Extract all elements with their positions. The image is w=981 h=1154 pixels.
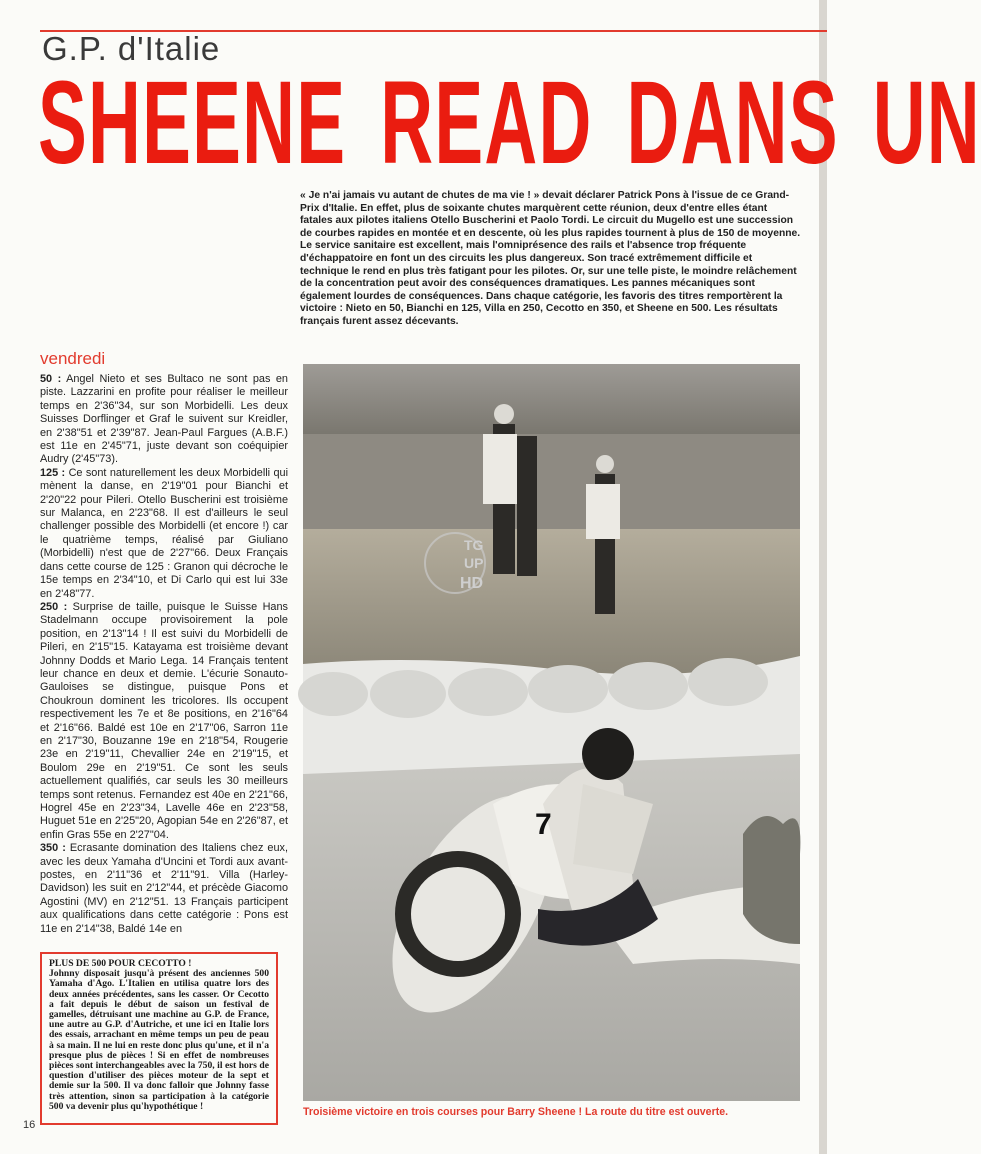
watermark-logo (420, 528, 490, 598)
paragraph-250 (40, 601, 288, 842)
watermark-line1: TG (464, 537, 484, 553)
section-title: vendredi (40, 349, 106, 368)
paragraph-label: 125 : (40, 466, 66, 479)
watermark-line3: HD (460, 575, 484, 592)
paragraph-50 (40, 373, 288, 467)
sidebar-box (40, 952, 278, 1125)
photo-caption: Troisième victoire en trois courses pour Barry Sheene ! La route du titre est ouverte. (303, 1106, 729, 1118)
sidebar-box-title: PLUS DE 500 POUR CECOTTO ! (49, 958, 192, 969)
paragraph-text: Angel Nieto et ses Bultaco ne sont pas en piste. Lazzarini en profite pour réaliser le meilleur temps en 2'36"34, sur son Morbidelli. Les deux Suisses Dorflinger et Graf le suivent sur Kreidler, en 2'38"51 et 2'39"87. Jean-Paul Fargues (A.B.F.) est 11e en 2'45"71, juste devant son coéquipier Audry (2'45"73). (40, 373, 288, 466)
paragraph-text: Surprise de taille, puisque le Suisse Hans Stadelmann occupe provisoirement la pole position, en 2'13"14 ! Il est suivi du Morbidelli de Pileri, en 2'15"15. Katayama est troisième devant Johnny Dodds et Mario Lega. 14 Français tentent leur chance en deux et demie. L'écurie Sonauto-Gauloises se distingue, puisque Pons et Choukroun dominent les tricolores. Ils occupent respectivement les 7e et 8e positions, en 2'16"64 et 2'16"66. Baldé est 10e en 2'17"06, Sarron 11e en 2'17"30, Bouzanne 19e en 2'18"54, Rougerie 23e en 2'19"11, Chevallier 24e en 2'19"15, et Boulom 29e en 2'19"51. Ce sont les seuls actuellement qualifiés, car seuls les 30 meilleurs temps sont retenus. Fernandez est 40e en 2'21"66, Hogrel 45e en 2'23"34, Lavelle 46e en 2'23"58, Huguet 51e en 2'25"20, Agopian 54e en 2'26"87, et enfin Gras 55e en 2'27"04. (40, 600, 288, 841)
kicker: G.P. d'Italie (42, 30, 221, 67)
paragraph-text: Ce sont naturellement les deux Morbidelli qui mènent la danse, en 2'19"01 pour Bianchi et 2'20"22 pour Pileri. Otello Buscherini est troisième sur Malanca, en 2'23"68. Il est d'ailleurs le seul challenger possible des Morbidelli (et encore !) car le quatrième temps, réalisé par Giuliano (Morbidelli) n'est que de 2'27"66. Deux Français dans cette course de 125 : Granon qui décroche le 15e temps en 2'34"10, et Di Carlo qui est lui 33e en 2'48"77. (40, 466, 288, 600)
paragraph-text: Ecrasante domination des Italiens chez eux, avec les deux Yamaha d'Uncini et Tordi aux avant-postes, en 2'11"36 et 2'11"91. Villa (Harley-Davidson) les suit en 2'12"44, et précède Giacomo Agostini (MV) en 2'12"51. 13 Français participent aux qualifications dans cette catégorie : Pons est 11e en 2'14"38, Baldé 14e en (40, 842, 289, 935)
paragraph-label: 350 : (40, 842, 66, 855)
sidebar-box-body: Johnny disposait jusqu'à présent des anciennes 500 Yamaha d'Ago. L'Italien en utilisa quatre lors des deux années précédentes, sans les casser. Or Cecotto a fait depuis le début de saison un festival de gamelles, détruisant une machine au G.P. de France, une autre au G.P. d'Autriche, et une ici en Italie lors des essais, arrachant en même temps un peu de peau à sa main. Il ne lui en reste donc plus qu'une, et il n'a presque plus de pièces ! Si en effet de nombreuses pièces sont interchangeables avec la 750, il est hors de question d'utiliser des pièces moteur de la sept et demie sur la 500. Il va donc falloir que Johnny fasse très attention, sinon sa participation à la catégorie 500 va devenir plus qu'hypothétique ! (49, 968, 269, 1112)
photo-illustration (303, 364, 800, 1101)
intro-paragraph: « Je n'ai jamais vu autant de chutes de ma vie ! » devait déclarer Patrick Pons à l'issue de ce Grand-Prix d'Italie. En effet, plus de soixante chutes marquèrent cette réunion, deux d'entre elles étant fatales aux pilotes italiens Otello Buscherini et Paolo Tordi. Le circuit du Mugello est une succession de courbes rapides en montée et en descente, où les plus rapides tournent à plus de 150 de moyenne. Le service sanitaire est excellent, mais l'omniprésence des rails et l'absence trop fréquente d'échappatoire en font un des circuits les plus dangereux. Son tracé extrêmement difficile et technique le rend en plus très fatigant pour les pilotes. Or, sur une telle piste, le moindre relâchement de la concentration peut avoir des conséquences dramatiques. Les pannes mécaniques sont également lourdes de conséquences. Dans chaque catégorie, les favoris des titres remportèrent la victoire : Nieto en 50, Bianchi en 125, Villa en 250, Cecotto en 350, et Sheene en 500. Les résultats français furent assez décevants. (300, 190, 801, 327)
body-column (40, 373, 288, 936)
rider-number: 7 (535, 808, 552, 841)
paragraph-label: 250 : (40, 600, 68, 613)
paragraph-label: 50 : (40, 373, 62, 385)
paragraph-125 (40, 467, 288, 601)
headline-text: SHEENE READ DANS UN (38, 57, 981, 189)
headline (38, 57, 981, 189)
race-photo (303, 364, 800, 1101)
paragraph-350 (40, 842, 288, 936)
page-number: 16 (23, 1119, 36, 1131)
watermark-line2: UP (464, 555, 484, 571)
